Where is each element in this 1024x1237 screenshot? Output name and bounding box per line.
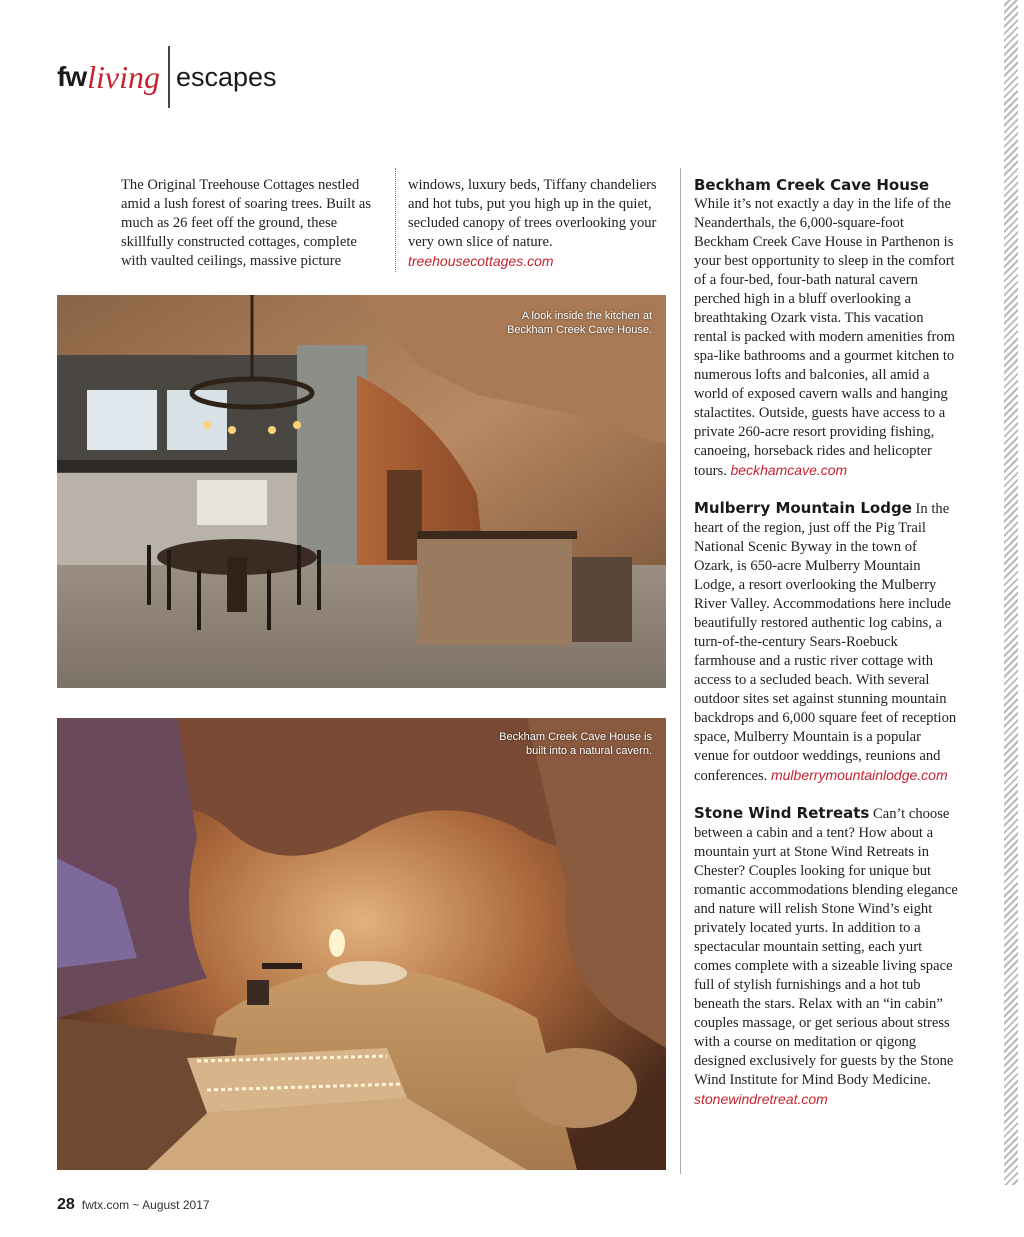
column-divider-solid — [680, 168, 681, 1174]
listing-link[interactable]: beckhamcave.com — [730, 462, 848, 478]
listing-heading: Mulberry Mountain Lodge — [694, 499, 912, 517]
masthead-divider — [168, 46, 170, 108]
treehouse-link[interactable]: treehousecottages.com — [408, 253, 554, 269]
listing-body: Can’t choose between a cabin and a tent? How about a mountain yurt at Stone Wind Retreats in Chester? Couples looking for unique but romantic accommodations blending elegance and nature will relish Stone Wind’s eight privately located yurts. In addition to a spectacular mountain setting, each yurt comes complete with a sizeable living space full of stylish furnishings and a hot tub beneath the stars. Relax with an “in cabin” couples massage, or get serious about stress with a course on meditation or qigong designed exclusively for guests by the Stone Wind Institute for Mind Body Medicine. — [694, 806, 958, 1088]
intro-column-2 — [408, 176, 670, 272]
intro-text-1: The Original Treehouse Cottages nestled amid a lush forest of soaring trees. Built as much as 26 feet off the ground, these skillfully constructed cottages, complete with vaulted ceilings, massive picture — [121, 177, 372, 269]
masthead-brand-fw: fw — [57, 61, 87, 92]
listings-column — [694, 176, 959, 1128]
masthead — [57, 44, 277, 110]
footer-info: fwtx.com ~ August 2017 — [81, 1198, 210, 1212]
listing-mulberry — [694, 499, 959, 786]
page-footer — [57, 1196, 210, 1214]
cavern-illustration — [57, 718, 666, 1170]
listing-stonewind — [694, 804, 959, 1110]
intro-text-2: windows, luxury beds, Tiffany chandeliers and hot tubs, put you high up in the quiet, secluded canopy of trees overlooking your very own slice of nature. — [408, 177, 657, 250]
listing-link[interactable]: mulberrymountainlodge.com — [770, 767, 948, 783]
masthead-section: escapes — [175, 61, 277, 92]
listing-beckham — [694, 176, 959, 481]
photo-caption: A look inside the kitchen at Beckham Creek Cave House. — [507, 310, 652, 336]
photo-caption: Beckham Creek Cave House is built into a natural cavern. — [499, 731, 652, 757]
listing-heading: Stone Wind Retreats — [694, 804, 870, 822]
cave-kitchen-photo — [57, 295, 666, 688]
intro-column-1 — [121, 176, 379, 271]
masthead-brand-living: living — [87, 58, 160, 95]
listing-link[interactable]: stonewindretreat.com — [694, 1091, 828, 1107]
listing-body: In the heart of the region, just off the Pig Trail National Scenic Byway in the town of Ozark, is 650-acre Mulberry Mountain Lodge, a resort overlooking the Mulberry River Valley. Accommodations here include beautifully restored authentic log cabins, a turn-of-the-century Sears-Roebuck farmhouse and a rustic river cottage with access to a secluded beach. With several outdoor sites set against stunning mountain backdrops and 6,000 square feet of reception space, Mulberry Mountain is a popular venue for outdoor weddings, reunions and conferences. — [694, 501, 957, 784]
cave-kitchen-illustration — [57, 295, 666, 688]
listing-heading: Beckham Creek Cave House — [694, 176, 930, 194]
listing-body: While it’s not exactly a day in the life of the Neanderthals, the 6,000-square-foot Beckham Creek Cave House in Parthenon is your best opportunity to sleep in the comfort of a four-bed, four-bath natural cavern perched high in a bluff overlooking a breathtaking Ozark vista. This vacation rental is packed with modern amenities from spa-like bathrooms and a gourmet kitchen to numerous lofts and balconies, all amid a world of exposed cavern walls and hanging stalactites. Outside, guests have access to a private 260-acre resort providing fishing, canoeing, horseback rides and helicopter tours. — [694, 196, 955, 479]
page-number: 28 — [57, 1196, 75, 1213]
cavern-photo — [57, 718, 666, 1170]
column-divider-dotted — [395, 168, 396, 272]
